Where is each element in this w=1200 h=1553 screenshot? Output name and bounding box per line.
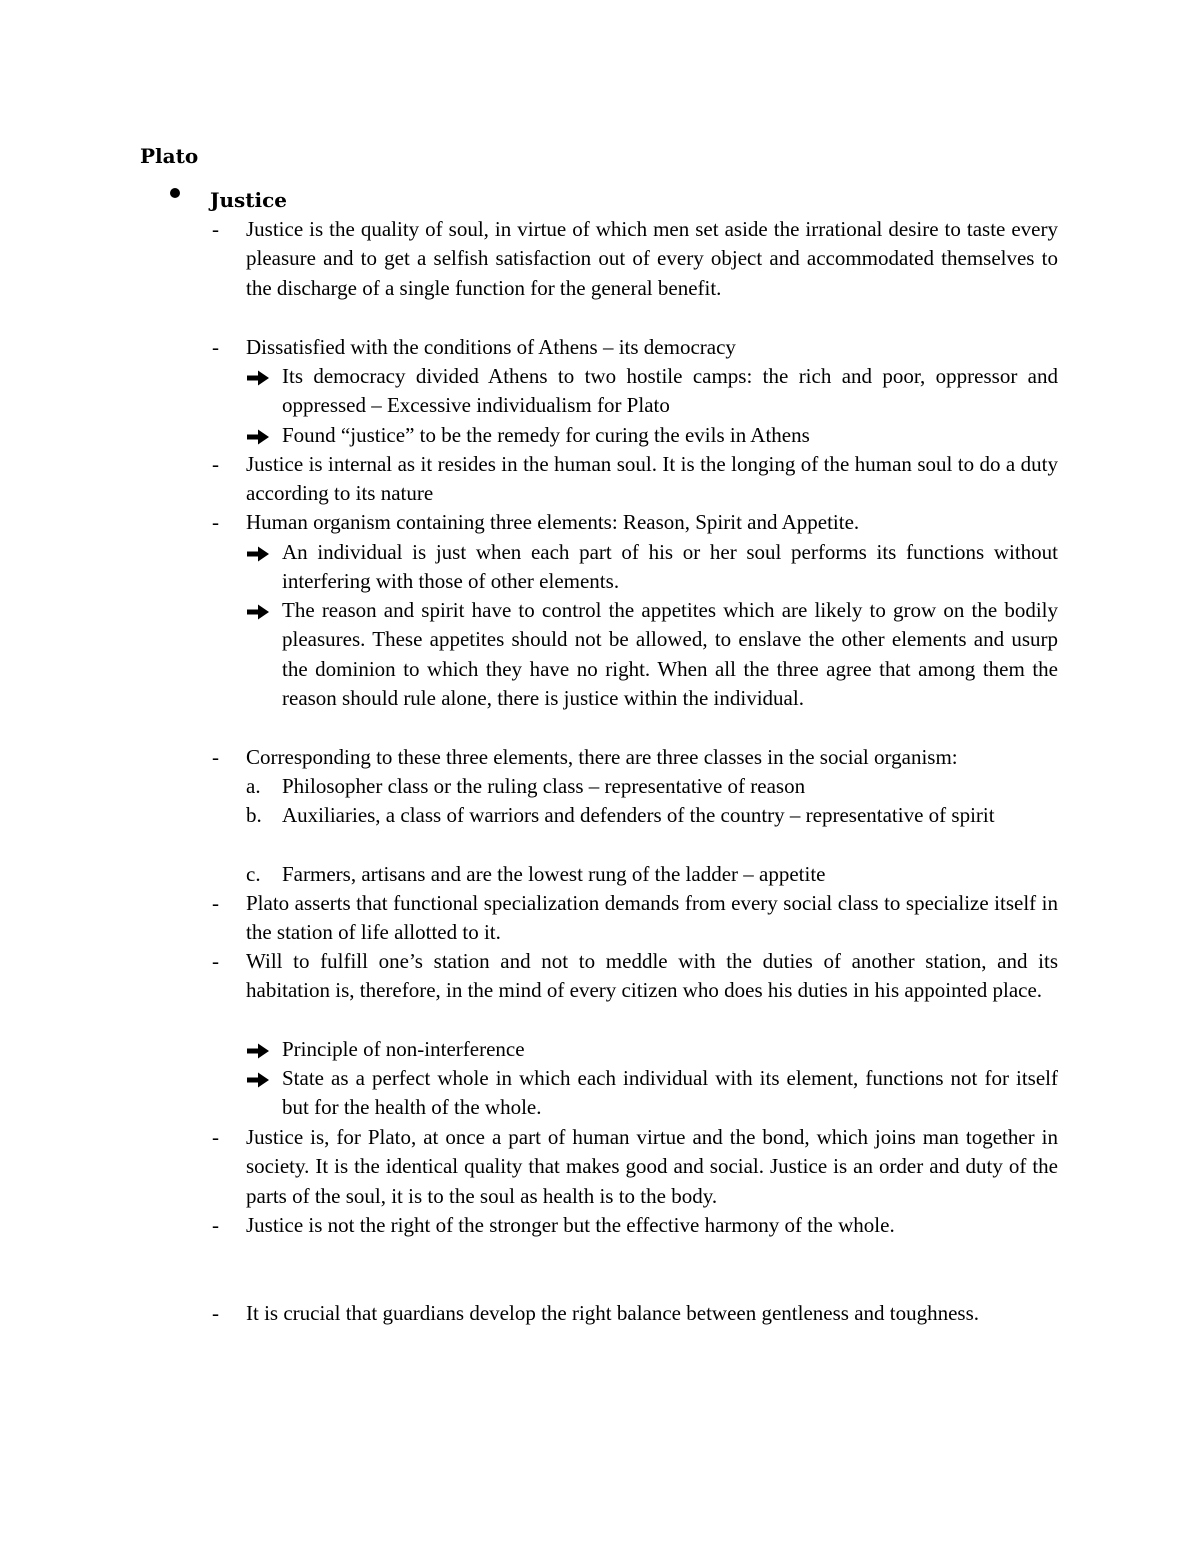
- alpha-marker: b.: [246, 803, 262, 827]
- list-item: [212, 1123, 1058, 1211]
- list-item: [212, 1299, 1058, 1328]
- list-item-text: Justice is internal as it resides in the human soul. It is the longing of the human soul to do a duty according to its nature: [246, 452, 1058, 506]
- sub-list-item-text: An individual is just when each part of his or her soul performs its functions without interfering with those of other elements.: [282, 540, 1058, 594]
- class-list-item: [246, 801, 1058, 830]
- class-list-item-text: Auxiliaries, a class of warriors and defenders of the country – representative of spirit: [282, 803, 995, 827]
- dash-marker: -: [212, 1125, 219, 1149]
- section-heading: Justice: [210, 188, 288, 212]
- list-item: [212, 1211, 1058, 1240]
- list-item: [212, 947, 1058, 1006]
- sub-list-item: [246, 421, 1058, 450]
- sub-list-item-text: Found “justice” to be the remedy for curing the evils in Athens: [282, 423, 810, 447]
- list-item: [212, 333, 1058, 362]
- list-item: [212, 889, 1058, 948]
- list-item-text: Justice is, for Plato, at once a part of human virtue and the bond, which joins man together in society. It is the identical quality that makes good and social. Justice is an order and duty of the parts of the soul, it is to the soul as health is to the body.: [246, 1125, 1058, 1208]
- list-item-text: It is crucial that guardians develop the right balance between gentleness and toughness.: [246, 1301, 980, 1325]
- dash-marker: -: [212, 1301, 219, 1325]
- right-arrow-icon: [246, 538, 270, 567]
- dash-marker: -: [212, 217, 219, 241]
- right-arrow-icon: [246, 596, 270, 625]
- list-item: [212, 215, 1058, 303]
- sub-list-item: [246, 1064, 1058, 1123]
- right-arrow-icon: [246, 1035, 270, 1064]
- class-list-item: [246, 860, 1058, 889]
- right-arrow-icon: [246, 421, 270, 450]
- list-item-text: Plato asserts that functional specialization demands from every social class to specialize itself in the station of life allotted to it.: [246, 891, 1058, 945]
- dash-marker: -: [212, 745, 219, 769]
- sub-list-item: [246, 596, 1058, 713]
- sub-list-item-text: The reason and spirit have to control the appetites which are likely to grow on the bodily pleasures. These appetites should not be allowed, to enslave the other elements and usurp the dominion to which they have no right. When all the three agree that among them the reason should rule alone, there is justice within the individual.: [282, 598, 1058, 710]
- right-arrow-icon: [246, 362, 270, 391]
- dash-marker: -: [212, 949, 219, 973]
- dash-marker: -: [212, 335, 219, 359]
- list-item-text: Dissatisfied with the conditions of Athens – its democracy: [246, 335, 736, 359]
- sub-list-item-text: Its democracy divided Athens to two hostile camps: the rich and poor, oppressor and oppressed – Excessive individualism for Plato: [282, 364, 1058, 418]
- sub-list-item: [246, 538, 1058, 597]
- list-item: [212, 508, 1058, 537]
- list-item-text: Justice is the quality of soul, in virtue of which men set aside the irrational desire to taste every pleasure and to get a selfish satisfaction out of every object and accommodated themselves to the discharge of a single function for the general benefit.: [246, 217, 1058, 300]
- class-list-item-text: Farmers, artisans and are the lowest rung of the ladder – appetite: [282, 862, 826, 886]
- class-list-item: [246, 772, 1058, 801]
- sub-list-item: [246, 362, 1058, 421]
- list-item: [212, 743, 1058, 772]
- alpha-marker: a.: [246, 774, 261, 798]
- list-item-text: Human organism containing three elements: Reason, Spirit and Appetite.: [246, 510, 860, 534]
- list-item-text: Corresponding to these three elements, there are three classes in the social organism:: [246, 745, 958, 769]
- section-bullet: [170, 186, 288, 212]
- bullet-dot-icon: [170, 188, 180, 198]
- sub-list-item-text: Principle of non-interference: [282, 1037, 525, 1061]
- right-arrow-icon: [246, 1064, 270, 1093]
- dash-marker: -: [212, 891, 219, 915]
- list-item: [212, 450, 1058, 509]
- sub-list-item: [246, 1035, 1058, 1064]
- dash-marker: -: [212, 452, 219, 476]
- list-item-text: Justice is not the right of the stronger but the effective harmony of the whole.: [246, 1213, 895, 1237]
- alpha-marker: c.: [246, 862, 261, 886]
- dash-marker: -: [212, 1213, 219, 1237]
- list-item-text: Will to fulfill one’s station and not to meddle with the duties of another station, and its habitation is, therefore, in the mind of every citizen who does his duties in his appointed place.: [246, 949, 1058, 1003]
- class-list-item-text: Philosopher class or the ruling class – representative of reason: [282, 774, 806, 798]
- dash-marker: -: [212, 510, 219, 534]
- page-title: Plato: [140, 144, 199, 168]
- sub-list-item-text: State as a perfect whole in which each individual with its element, functions not for itself but for the health of the whole.: [282, 1066, 1058, 1120]
